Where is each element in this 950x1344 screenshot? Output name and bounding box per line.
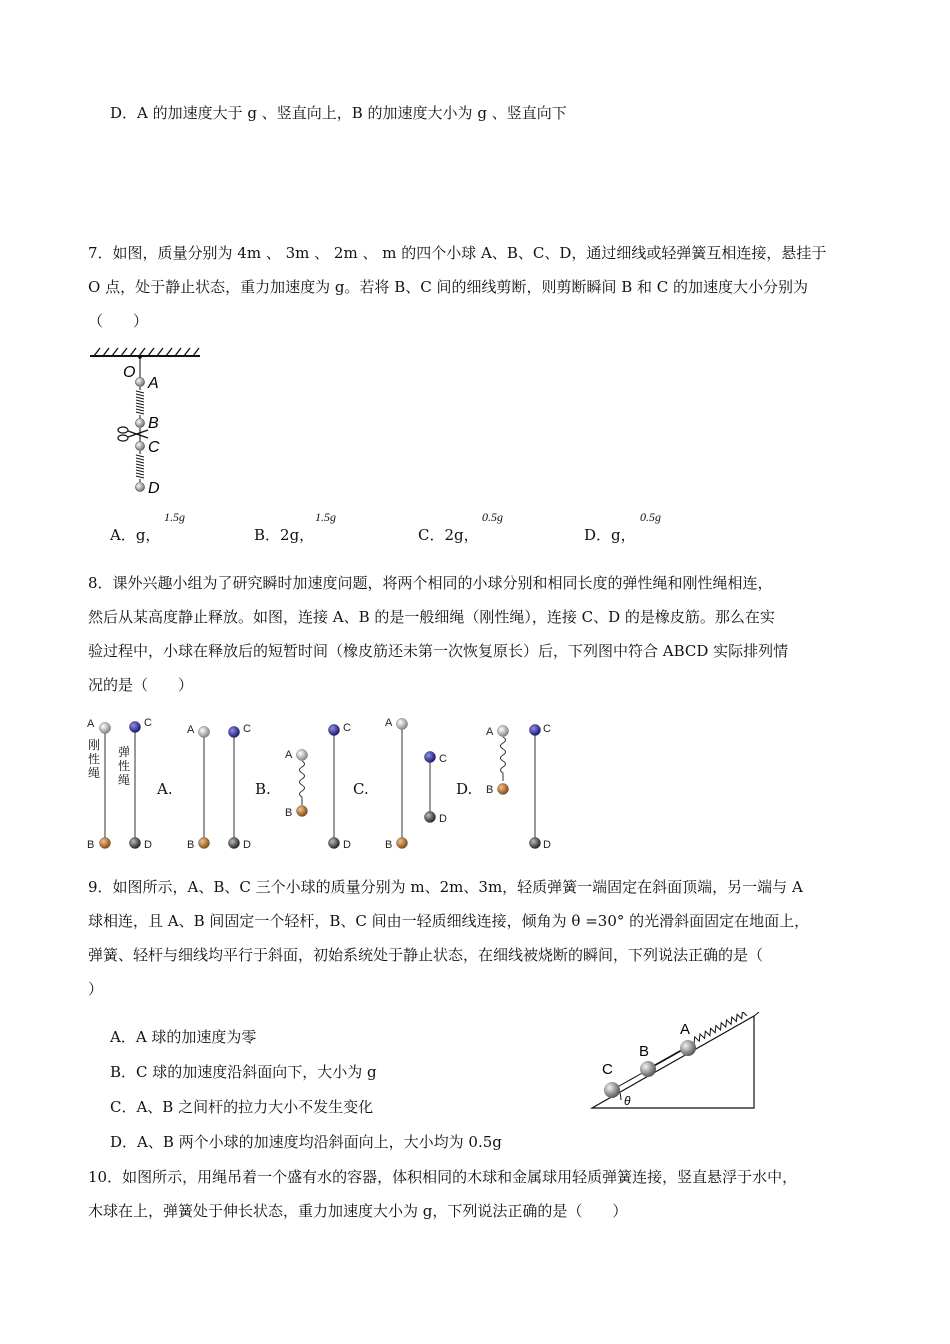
q8-d-label-c: C <box>543 723 551 735</box>
q8-d-label-d: D <box>543 839 551 851</box>
q7-option-b: B．2g， <box>254 526 315 544</box>
q8-b-label-a: A <box>285 749 293 761</box>
q7-option-b-sup: 1.5g <box>315 510 336 524</box>
q7-label-c: C <box>148 439 160 456</box>
q7-ball-b <box>136 419 145 428</box>
q7-option-c: C．2g， <box>418 526 479 544</box>
q7-option-d-sup: 0.5g <box>640 510 661 524</box>
q9-option-a: A．A 球的加速度为零 <box>110 1028 257 1046</box>
q8-line-1: 8．课外兴趣小组为了研究瞬时加速度问题，将两个相同的小球分别和相同长度的弹性绳和刚性绳相连， <box>88 574 773 592</box>
q9-label-c: C <box>602 1061 613 1078</box>
question-9 <box>88 870 878 1006</box>
q6-option-d: D．A 的加速度大于 g 、竖直向上，B 的加速度大小为 g 、竖直向下 <box>110 104 567 122</box>
q8-orig-label-a: A <box>87 718 95 730</box>
q8-c-label-c: C <box>439 753 447 765</box>
q8-figure <box>84 710 564 860</box>
q8-orig-label-d: D <box>144 839 152 851</box>
q9-ball-a <box>680 1040 696 1056</box>
q7-label-a: A <box>148 375 159 392</box>
q7-ball-a <box>136 378 145 387</box>
q9-option-c: C．A、B 之间杆的拉力大小不发生变化 <box>110 1098 374 1116</box>
q9-line-1: 9．如图所示，A、B、C 三个小球的质量分别为 m、2m、3m，轻质弹簧一端固定在斜面顶端，另一端与 A <box>88 878 803 896</box>
q9-line-3: 弹簧、轻杆与细线均平行于斜面，初始系统处于静止状态，在细线被烧断的瞬间，下列说法正确的是（ <box>88 946 764 964</box>
q9-line-2: 球相连，且 A、B 间固定一个轻杆，B、C 间由一轻质细线连接，倾角为 θ =30° 的光滑斜面固定在地面上， <box>88 912 810 930</box>
q8-rigid-label: 刚性绳 <box>88 738 101 780</box>
q7-option-a-sup: 1.5g <box>164 510 185 524</box>
q7-ball-c <box>136 442 145 451</box>
q9-label-b: B <box>639 1043 650 1060</box>
q8-option-b: B. <box>255 780 271 798</box>
q7-option-c-sup: 0.5g <box>482 510 503 524</box>
q8-d-label-b: B <box>486 784 494 796</box>
q8-c-label-b: B <box>385 839 393 851</box>
q9-label-a: A <box>680 1021 691 1038</box>
q7-option-d: D．g， <box>584 526 636 544</box>
q8-option-d: D. <box>456 780 473 798</box>
q7-line-1: 7．如图，质量分别为 4m 、 3m 、 2m 、 m 的四个小球 A、B、C、D，通过细线或轻弹簧互相连接，悬挂于 <box>88 244 827 262</box>
q9-label-theta: θ <box>624 1094 631 1108</box>
q8-orig-label-b: B <box>87 839 95 851</box>
q8-line-3: 验过程中，小球在释放后的短暂时间（橡皮筋还未第一次恢复原长）后，下列图中符合 ABCD 实际排列情 <box>88 642 789 660</box>
q9-option-d: D．A、B 两个小球的加速度均沿斜面向上，大小均为 0.5g <box>110 1133 502 1151</box>
question-7 <box>88 236 878 338</box>
q8-elastic-label: 弹性绳 <box>118 745 131 787</box>
q9-option-b: B．C 球的加速度沿斜面向下，大小为 g <box>110 1063 377 1081</box>
q7-label-b: B <box>148 415 159 432</box>
q10-line-2: 木球在上，弹簧处于伸长状态，重力加速度大小为 g，下列说法正确的是（ ） <box>88 1202 628 1220</box>
q8-a-label-c: C <box>243 723 251 735</box>
q8-b-label-c: C <box>343 722 351 734</box>
q8-b-label-d: D <box>343 839 351 851</box>
q8-line-2: 然后从某高度静止释放。如图，连接 A、B 的是一般细绳（刚性绳），连接 C、D 的是橡皮筋。那么在实 <box>88 608 775 626</box>
q7-label-d: D <box>148 480 160 497</box>
q8-c-label-d: D <box>439 813 447 825</box>
q10-line-1: 10．如图所示，用绳吊着一个盛有水的容器，体积相同的木球和金属球用轻质弹簧连接，竖直悬浮于水中， <box>88 1168 798 1186</box>
q8-orig-label-c: C <box>144 717 152 729</box>
q8-a-label-a: A <box>187 724 195 736</box>
q8-option-c: C. <box>353 780 369 798</box>
q7-label-o: O <box>123 364 136 381</box>
question-10 <box>88 1160 878 1228</box>
q7-figure <box>86 346 206 501</box>
q7-line-3: （ ） <box>88 312 149 330</box>
q9-ball-c <box>604 1082 620 1098</box>
q8-b-label-b: B <box>285 807 293 819</box>
q9-line-4: ） <box>88 980 104 998</box>
q7-ball-d <box>136 483 145 492</box>
q8-c-label-a: A <box>385 717 393 729</box>
q8-a-label-b: B <box>187 839 195 851</box>
scissors-icon <box>118 427 148 441</box>
q8-option-a: A. <box>157 780 173 798</box>
q7-option-a: A．g， <box>110 526 161 544</box>
q8-a-label-d: D <box>243 839 251 851</box>
q7-line-2: O 点，处于静止状态，重力加速度为 g。若将 B、C 间的细线剪断，则剪断瞬间 B 和 C 的加速度大小分别为 <box>88 278 809 296</box>
q9-ball-b <box>640 1061 656 1077</box>
q8-line-4: 况的是（ ） <box>88 676 194 694</box>
question-8 <box>88 566 878 702</box>
q9-figure <box>586 1012 761 1112</box>
q8-d-label-a: A <box>486 726 494 738</box>
